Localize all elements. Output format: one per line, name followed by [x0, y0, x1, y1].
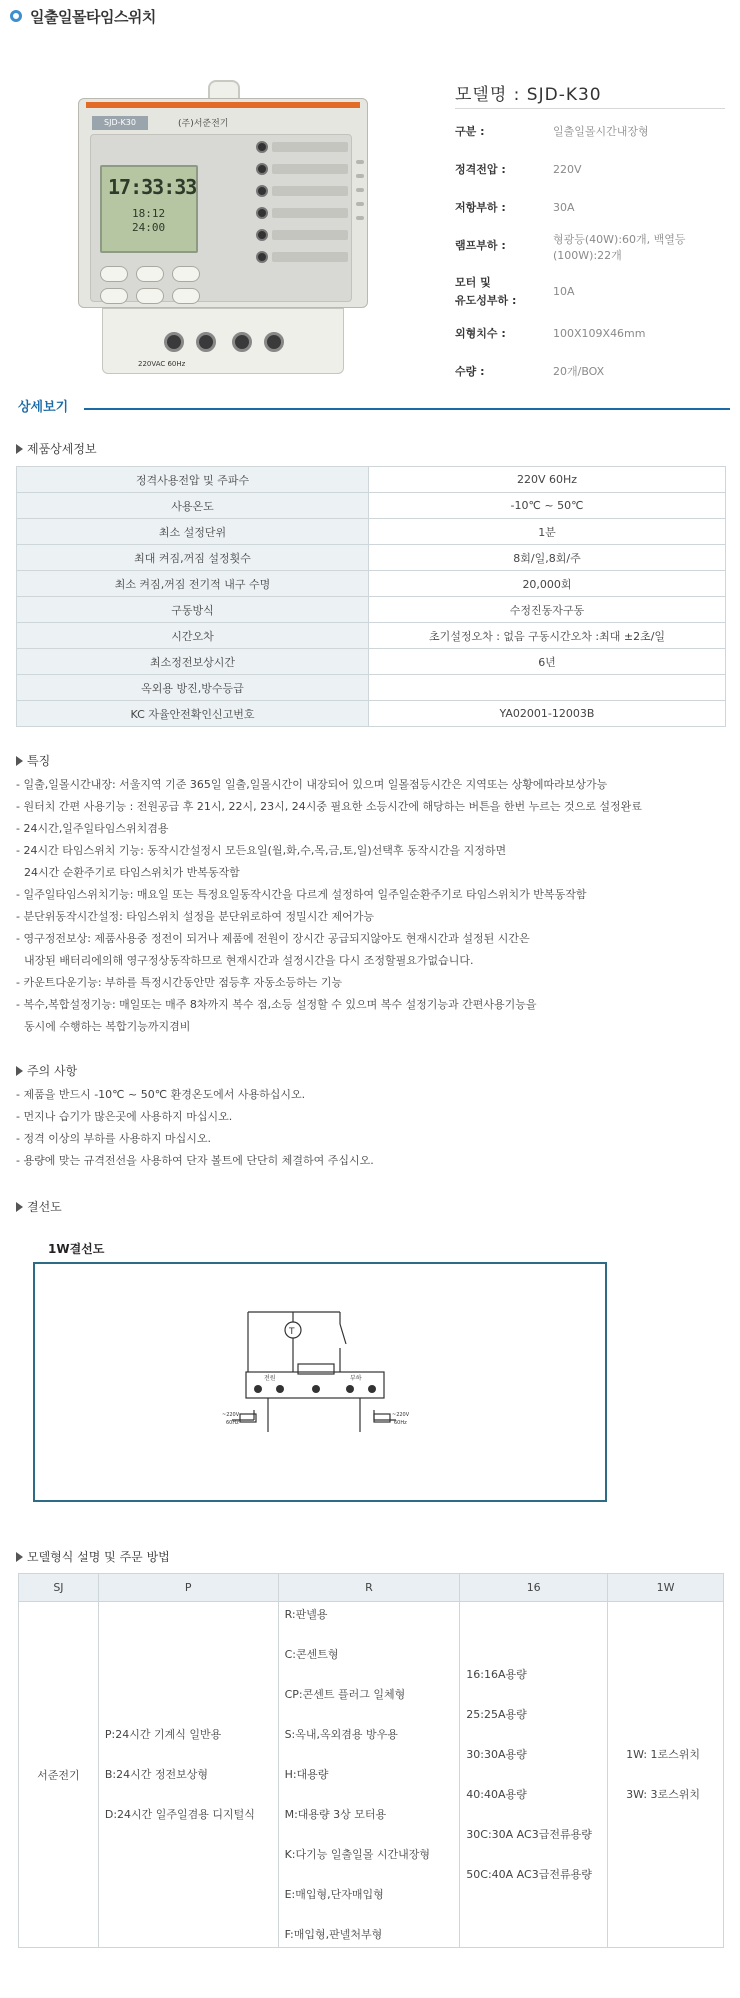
- table-header-row: [19, 1574, 724, 1602]
- page-title: [10, 4, 156, 28]
- triangle-bullet-icon: [16, 1552, 23, 1562]
- column-header: P: [98, 1574, 278, 1602]
- left-supply-label: ~220V: [222, 1412, 240, 1418]
- model-capacity-item: 50C:40A AC3급전류용량: [466, 1867, 592, 1881]
- product-image: [78, 80, 368, 376]
- model-r-item: C:콘센트형: [284, 1647, 339, 1661]
- device-lcd: [100, 165, 198, 253]
- caution-line: - 먼지나 습기가 많은곳에 사용하지 마십시오.: [16, 1110, 233, 1123]
- detail-key: 최소 켜짐,꺼짐 전기적 내구 수명: [17, 571, 369, 597]
- lcd-line-2: 24:00: [132, 221, 166, 234]
- section-underline: [84, 408, 730, 410]
- device-control-row: [256, 140, 348, 154]
- spec-key: 모터 및 유도성부하 :: [455, 276, 517, 307]
- page-title-text: 일출일몰타임스위치: [30, 7, 156, 26]
- wiring-heading-text: 결선도: [27, 1200, 62, 1214]
- model-w-item: 3W: 3로스위치: [626, 1787, 701, 1801]
- spec-divider: [455, 108, 725, 109]
- table-row: [17, 675, 726, 701]
- device-control-row: [256, 250, 348, 264]
- model-table: [18, 1573, 724, 1948]
- detail-value: 1분: [369, 519, 726, 545]
- model-r-item: M:대용량 3상 모터용: [284, 1807, 387, 1821]
- spec-row: [455, 274, 735, 308]
- model-capacity-item: 30C:30A AC3급전류용량: [466, 1827, 592, 1841]
- spec-key: 램프부하 :: [455, 239, 506, 252]
- wiring-diagram: [222, 1300, 448, 1450]
- device-vent: [356, 202, 364, 206]
- model-w-item: 1W: 1로스위치: [626, 1747, 701, 1761]
- model-heading-text: 모델형식 설명 및 주문 방법: [27, 1550, 170, 1564]
- triangle-bullet-icon: [16, 1202, 23, 1212]
- model-r-item: K:다기능 일출일몰 시간내장형: [284, 1847, 431, 1861]
- detail-heading: [16, 440, 97, 457]
- table-row: [17, 701, 726, 727]
- detail-key: 최대 켜짐,꺼짐 설정횟수: [17, 545, 369, 571]
- feature-line: 내장된 배터리에의해 영구정상동작하므로 현재시간과 설정시간을 다시 조정할필요가없습니다.: [24, 954, 474, 967]
- feature-line: 동시에 수행하는 복합기능까지겸비: [24, 1020, 191, 1033]
- spec-row: [455, 124, 735, 144]
- model-r-item: CP:콘센트 플러그 일체형: [284, 1687, 406, 1701]
- caution-heading-text: 주의 사항: [27, 1064, 78, 1078]
- feature-line: - 일출,일몰시간내장: 서울지역 기준 365일 일출,일몰시간이 내장되어 있으며 일몰점등시간은 지역또는 상황에따라보상가능: [16, 778, 608, 791]
- detail-key: 최소정전보상시간: [17, 649, 369, 675]
- features-heading: [16, 752, 50, 769]
- left-supply-label-2: 60Hz: [226, 1420, 239, 1426]
- spec-key: 수량 :: [455, 365, 485, 378]
- caution-list: [16, 1084, 728, 1172]
- feature-line: - 분단위동작시간설정: 타임스위치 설정을 분단위로하여 정밀시간 제어가능: [16, 910, 375, 923]
- terminal-screw: [232, 332, 252, 352]
- power-terminal-label: 전원: [264, 1375, 276, 1382]
- table-row: [17, 571, 726, 597]
- spec-value: 10A: [553, 285, 575, 298]
- spec-value: 일출일몰시간내장형: [553, 125, 649, 138]
- feature-line: 24시간 순환주기로 타임스위치가 반복동작함: [24, 866, 240, 879]
- terminal-screw: [196, 332, 216, 352]
- spec-row: [455, 364, 735, 384]
- spec-value: 100X109X46mm: [553, 327, 646, 340]
- wiring-title: 1W결선도: [48, 1242, 105, 1256]
- detail-table: [16, 466, 726, 727]
- caution-heading: [16, 1062, 77, 1079]
- device-brand: (주)서준전기: [178, 119, 229, 129]
- device-vent: [356, 174, 364, 178]
- device-vent: [356, 160, 364, 164]
- model-capacity-cell: [460, 1602, 608, 1948]
- detail-heading-text: 제품상세정보: [27, 442, 97, 456]
- terminal-screw: [264, 332, 284, 352]
- right-supply-label-2: 60Hz: [394, 1420, 407, 1426]
- model-w-cell: [608, 1602, 724, 1948]
- lcd-line-1: 18:12: [132, 207, 166, 220]
- model-p-item: D:24시간 일주일겸용 디지털식: [104, 1807, 255, 1821]
- caution-line: - 제품을 반드시 -10℃ ~ 50℃ 환경온도에서 사용하십시오.: [16, 1088, 306, 1101]
- spec-key: 외형치수 :: [455, 327, 506, 340]
- detail-value: 8회/일,8회/주: [369, 545, 726, 571]
- detail-key: 정격사용전압 및 주파수: [17, 467, 369, 493]
- device-button: [172, 288, 200, 304]
- model-sj-item: 서준전기: [37, 1768, 80, 1782]
- model-r-item: R:판넬용: [284, 1607, 328, 1621]
- feature-line: - 24시간,일주일타임스위치겸용: [16, 822, 169, 835]
- detail-value: 220V 60Hz: [369, 467, 726, 493]
- column-header: 1W: [608, 1574, 724, 1602]
- caution-line: - 용량에 맞는 규격전선을 사용하여 단자 볼트에 단단히 체결하여 주십시오.: [16, 1154, 374, 1167]
- section-title: 상세보기: [18, 400, 69, 415]
- device-control-row: [256, 184, 348, 198]
- spec-key: 저항부하 :: [455, 201, 506, 214]
- spec-value: 30A: [553, 201, 575, 214]
- model-capacity-item: 25:25A용량: [466, 1707, 527, 1721]
- title-bullet-icon: [10, 10, 22, 22]
- model-r-item: S:옥내,옥외겸용 방우용: [284, 1727, 398, 1741]
- model-r-cell: [278, 1602, 460, 1948]
- load-terminal-label: 부하: [350, 1375, 362, 1382]
- detail-key: 사용온도: [17, 493, 369, 519]
- feature-line: - 원터치 간편 사용기능 : 전원공급 후 21시, 22시, 23시, 24시중 필요한 소등시간에 해당하는 버튼을 한번 누르는 것으로 설정완료: [16, 800, 642, 813]
- device-vent: [356, 188, 364, 192]
- feature-line: - 카운트다운기능: 부하를 특정시간동안만 점등후 자동소등하는 기능: [16, 976, 343, 989]
- model-r-item: F:매입형,판넬처부형: [284, 1927, 383, 1941]
- detail-value: 20,000회: [369, 571, 726, 597]
- table-row: [19, 1602, 724, 1948]
- device-control-row: [256, 162, 348, 176]
- column-header: SJ: [19, 1574, 99, 1602]
- table-row: [17, 649, 726, 675]
- timer-symbol-label: T: [289, 1327, 295, 1337]
- device-button: [100, 288, 128, 304]
- right-supply-label: ~220V: [392, 1412, 410, 1418]
- table-row: [17, 597, 726, 623]
- model-r-item: E:매입형,단자매입형: [284, 1887, 384, 1901]
- spec-row: [455, 232, 735, 268]
- features-heading-text: 특징: [27, 754, 51, 768]
- table-row: [17, 545, 726, 571]
- features-list: [16, 774, 728, 1038]
- triangle-bullet-icon: [16, 444, 23, 454]
- model-p-item: B:24시간 정전보상형: [104, 1767, 208, 1781]
- model-name: 모델명 : SJD-K30: [455, 85, 602, 105]
- detail-key: 최소 설정단위: [17, 519, 369, 545]
- spec-row: [455, 200, 735, 220]
- model-heading: [16, 1548, 170, 1565]
- feature-line: - 24시간 타임스위치 기능: 동작시간설정시 모든요일(월,화,수,목,금,토,일)선택후 동작시간을 지정하면: [16, 844, 507, 857]
- spec-value: 220V: [553, 163, 582, 176]
- spec-row: [455, 162, 735, 182]
- triangle-bullet-icon: [16, 1066, 23, 1076]
- model-sj-cell: [19, 1602, 99, 1948]
- device-vent: [356, 216, 364, 220]
- device-model-label: SJD-K30: [92, 116, 148, 130]
- detail-key: 시간오차: [17, 623, 369, 649]
- model-capacity-item: 30:30A용량: [466, 1747, 527, 1761]
- spec-key: 정격전압 :: [455, 163, 506, 176]
- device-control-row: [256, 228, 348, 242]
- terminal-screw: [164, 332, 184, 352]
- model-capacity-item: 16:16A용량: [466, 1667, 527, 1681]
- section-header: [18, 396, 730, 416]
- feature-line: - 일주일타임스위치기능: 매요일 또는 특정요일동작시간을 다르게 설정하여 일주일순환주기로 타임스위치가 반복동작함: [16, 888, 587, 901]
- caution-line: - 정격 이상의 부하를 사용하지 마십시오.: [16, 1132, 211, 1145]
- device-button: [136, 288, 164, 304]
- column-header: 16: [460, 1574, 608, 1602]
- table-row: [17, 467, 726, 493]
- spec-value: 20개/BOX: [553, 365, 605, 378]
- spec-row: [455, 326, 735, 346]
- detail-value: YA02001-12003B: [369, 701, 726, 727]
- spec-value: 형광등(40W):60개, 백열등(100W):22개: [553, 233, 686, 262]
- detail-value: -10℃ ~ 50℃: [369, 493, 726, 519]
- detail-value: [369, 675, 726, 701]
- lcd-time: 17:33:33: [108, 175, 197, 199]
- model-p-item: P:24시간 기계식 일반용: [104, 1727, 222, 1741]
- spec-key: 구분 :: [455, 125, 485, 138]
- detail-value: 6년: [369, 649, 726, 675]
- triangle-bullet-icon: [16, 756, 23, 766]
- model-capacity-item: 40:40A용량: [466, 1787, 527, 1801]
- device-control-row: [256, 206, 348, 220]
- detail-value: 초기설정오차 : 없음 구동시간오차 :최대 ±2초/일: [369, 623, 726, 649]
- model-r-item: H:대용량: [284, 1767, 329, 1781]
- table-row: [17, 519, 726, 545]
- detail-key: 옥외용 방진,방수등급: [17, 675, 369, 701]
- table-row: [17, 623, 726, 649]
- model-p-cell: [98, 1602, 278, 1948]
- table-row: [17, 493, 726, 519]
- device-button: [136, 266, 164, 282]
- feature-line: - 복수,복합설정기능: 매일또는 매주 8차까지 복수 점,소등 설정할 수 있으며 복수 설정기능과 간편사용기능을: [16, 998, 537, 1011]
- detail-value: 수정진동자구동: [369, 597, 726, 623]
- device-button: [172, 266, 200, 282]
- feature-line: - 영구정전보상: 제품사용중 정전이 되거나 제품에 전원이 장시간 공급되지않아도 현재시간과 설정된 시간은: [16, 932, 530, 945]
- column-header: R: [278, 1574, 460, 1602]
- detail-key: 구동방식: [17, 597, 369, 623]
- wiring-heading: [16, 1198, 62, 1215]
- detail-key: KC 자율안전확인신고번호: [17, 701, 369, 727]
- device-base-text: 220VAC 60Hz: [138, 360, 186, 368]
- device-button: [100, 266, 128, 282]
- lcd-sub-lines: [132, 207, 165, 235]
- device-orange-stripe: [86, 102, 360, 108]
